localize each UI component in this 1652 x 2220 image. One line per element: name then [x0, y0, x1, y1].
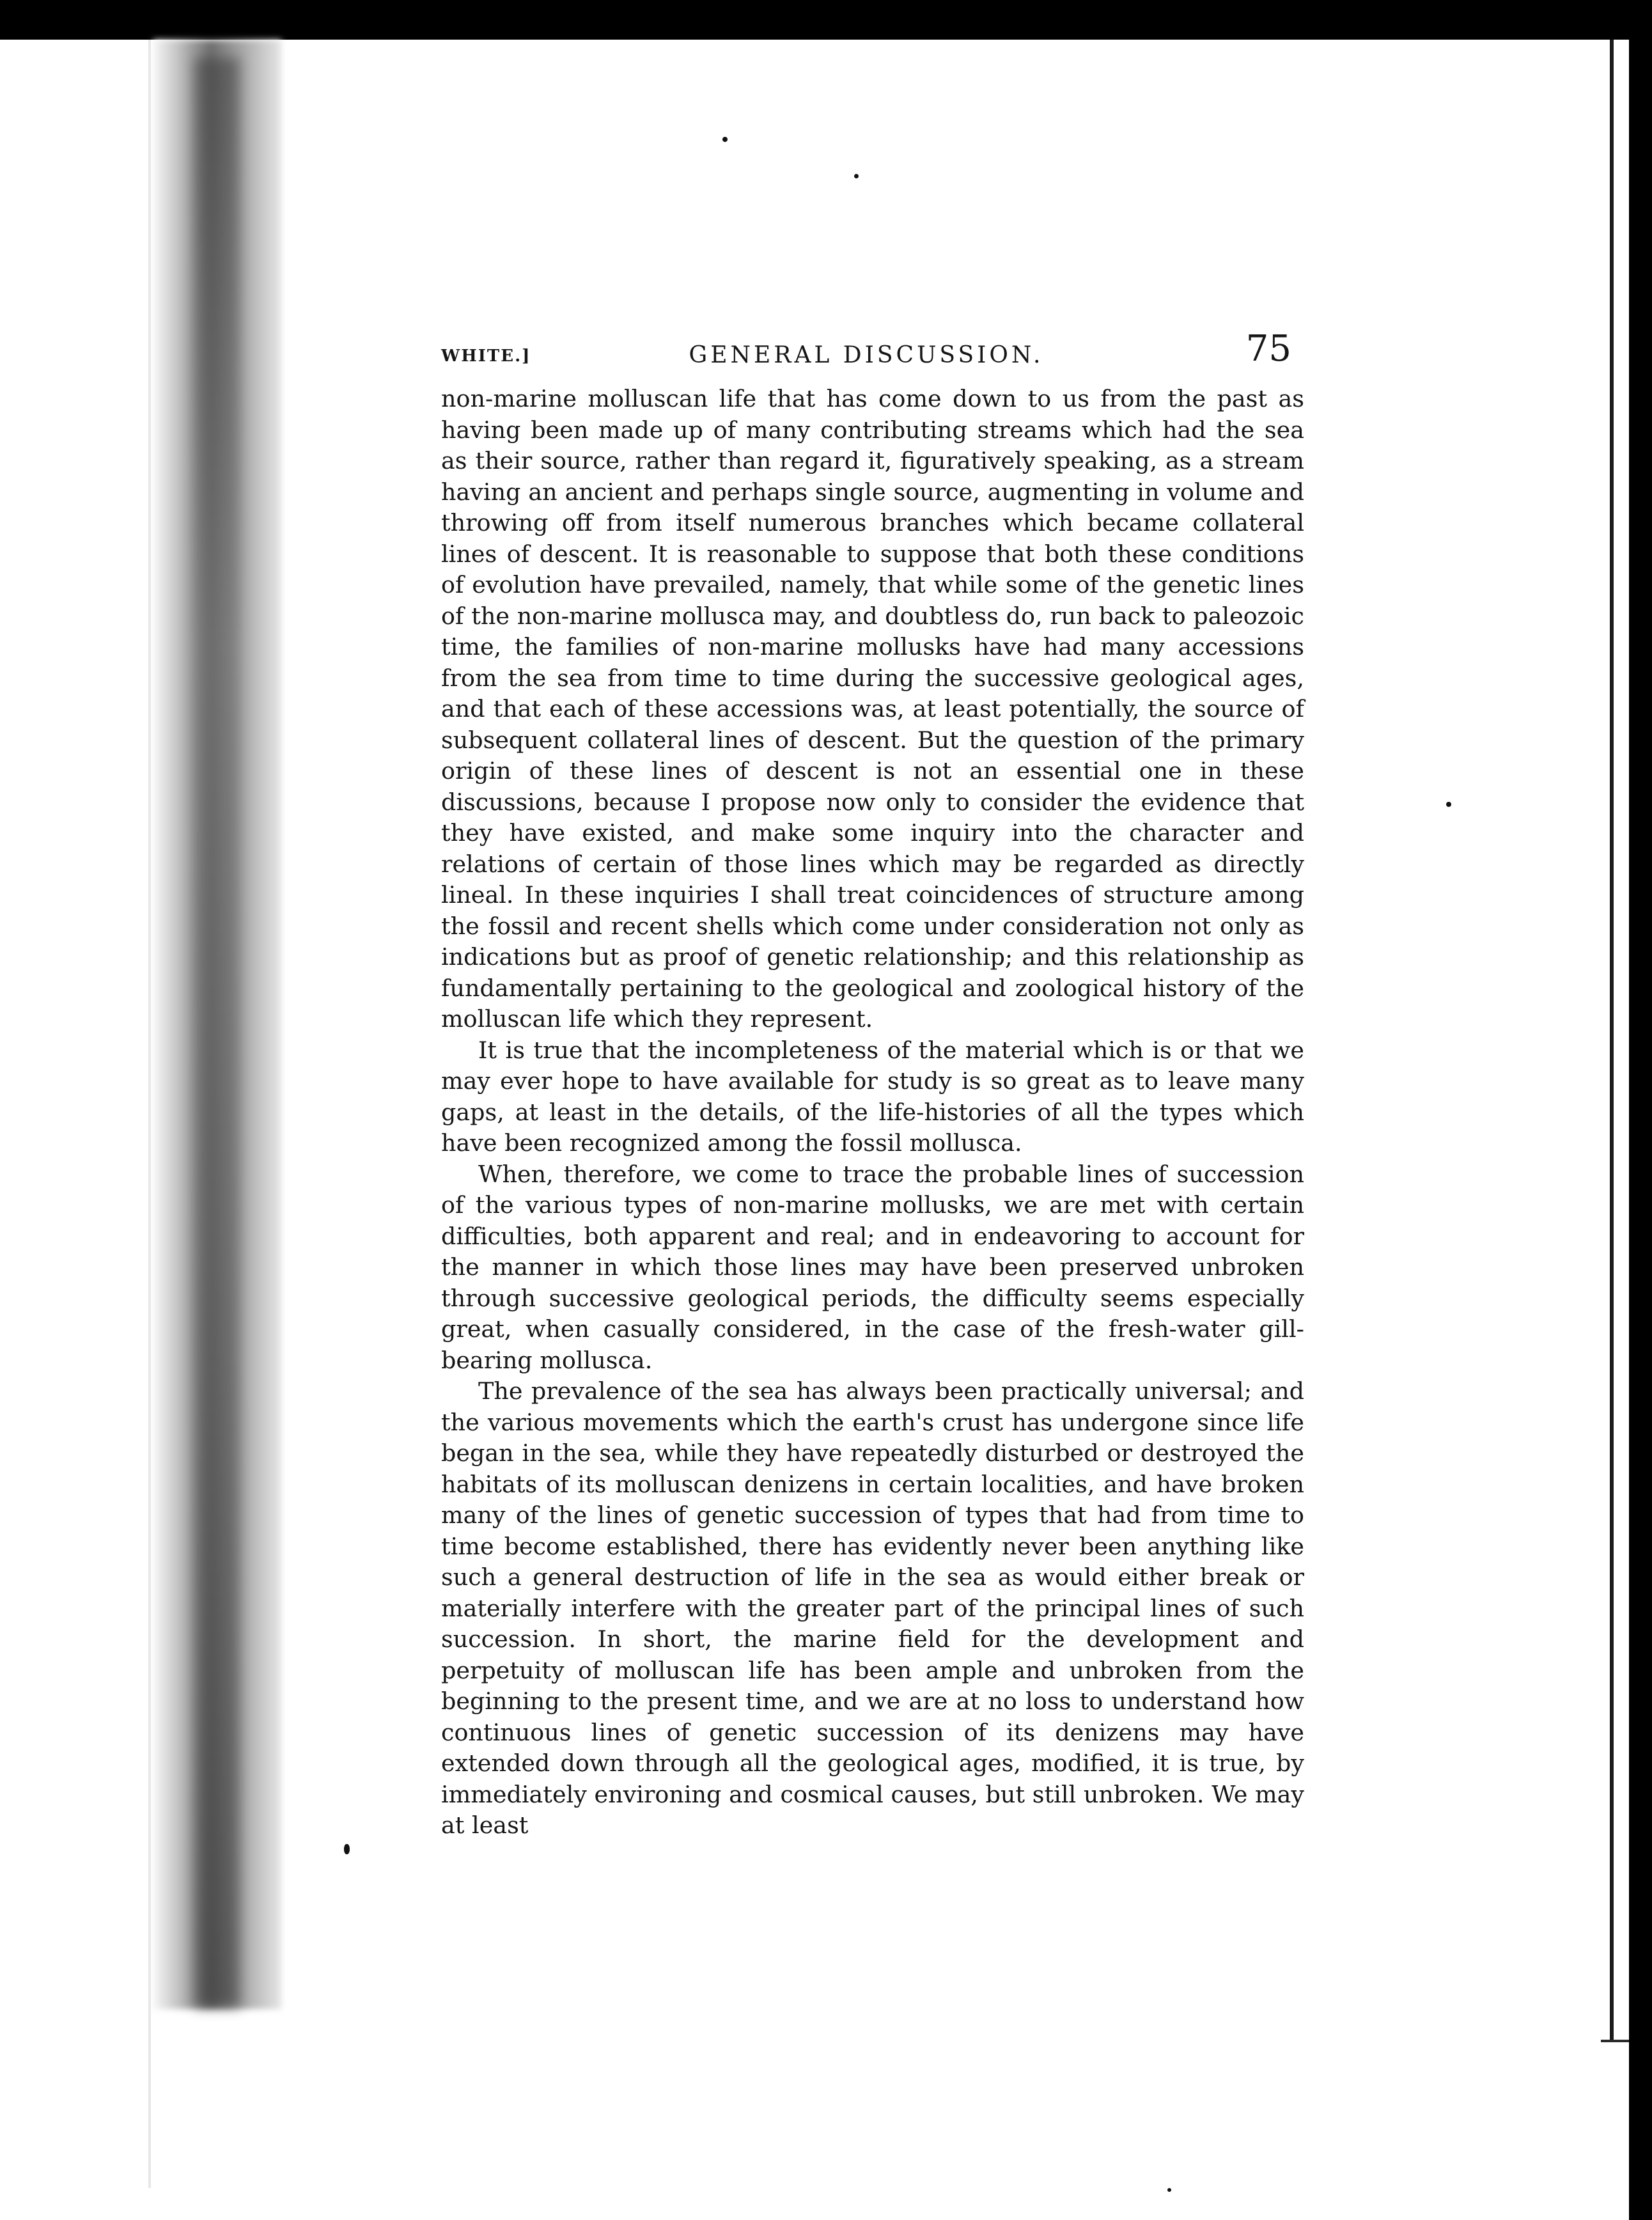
scan-top-border: [0, 0, 1652, 40]
running-header: [441, 327, 1291, 372]
ink-speck: [344, 1844, 350, 1854]
body-text: [441, 384, 1304, 1841]
paragraph: The prevalence of the sea has always been practically universal; and the various movements which the earth's crust has undergone since life began in the sea, while they have repeatedly disturbed or destroyed the habitats of its molluscan denizens in certain localities, and have broken many of the lines of genetic succession of types that had from time to time become established, there has evidently never been anything like such a general destruction of life in the sea as would either break or materially interfere with the greater part of the principal lines of such succession. In short, the marine field for the development and perpetuity of molluscan life has been ample and unbroken from the beginning to the present time, and we are at no loss to understand how continuous lines of genetic succession of its denizens may have extended down through all the geological ages, modified, it is true, by immediately environing and cosmical causes, but still unbroken. We may at least: [441, 1377, 1304, 1839]
binding-gutter-core: [195, 58, 240, 2008]
ink-speck: [1167, 2188, 1171, 2192]
ink-speck: [854, 174, 859, 178]
ink-speck: [722, 137, 728, 142]
page-bottom-edge: [1601, 2040, 1629, 2042]
running-author: WHITE.]: [441, 347, 531, 366]
page-right-edge: [1610, 40, 1614, 2041]
scan-right-border: [1629, 0, 1652, 2220]
page-number: 75: [1245, 328, 1291, 370]
paragraph: non-marine molluscan life that has come down to us from the past as having been made up of many contributing streams which had the sea as their source, rather than regard it, figuratively speaking, as a stream having an ancient and perhaps single source, augmenting in volume and throwing off from itself numerous branches which became collateral lines of descent. It is reasonable to suppose that both these conditions of evolution have prevailed, namely, that while some of the genetic lines of the non-marine mollusca may, and doubtless do, run back to paleozoic time, the families of non-marine mollusks have had many accessions from the sea from time to time during the successive geological ages, and that each of these accessions was, at least potentially, the source of subsequent collateral lines of descent. But the question of the primary origin of these lines of descent is not an essential one in these discussions, because I propose now only to consider the evidence that they have existed, and make some inquiry into the character and relations of certain of those lines which may be regarded as directly lineal. In these inquiries I shall treat coincidences of structure among the fossil and recent shells which come under consideration not only as indications but as proof of genetic relationship; and this relationship as fundamentally pertaining to the geological and zoological history of the molluscan life which they represent.: [441, 385, 1304, 1033]
facing-page-edge: [148, 40, 151, 2188]
paragraph: It is true that the incompleteness of the material which is or that we may ever hope to have available for study is so great as to leave many gaps, at least in the details, of the life-histories of all the types which have been recognized among the fossil mollusca.: [441, 1036, 1304, 1157]
paragraph: When, therefore, we come to trace the probable lines of succession of the various types of non-marine mollusks, we are met with certain difficulties, both apparent and real; and in endeavoring to account for the manner in which those lines may have been preserved unbroken through successive geological periods, the difficulty seems especially great, when casually considered, in the case of the fresh-water gill-bearing mollusca.: [441, 1160, 1304, 1374]
running-title: GENERAL DISCUSSION.: [689, 342, 1044, 368]
ink-speck: [1446, 802, 1451, 807]
